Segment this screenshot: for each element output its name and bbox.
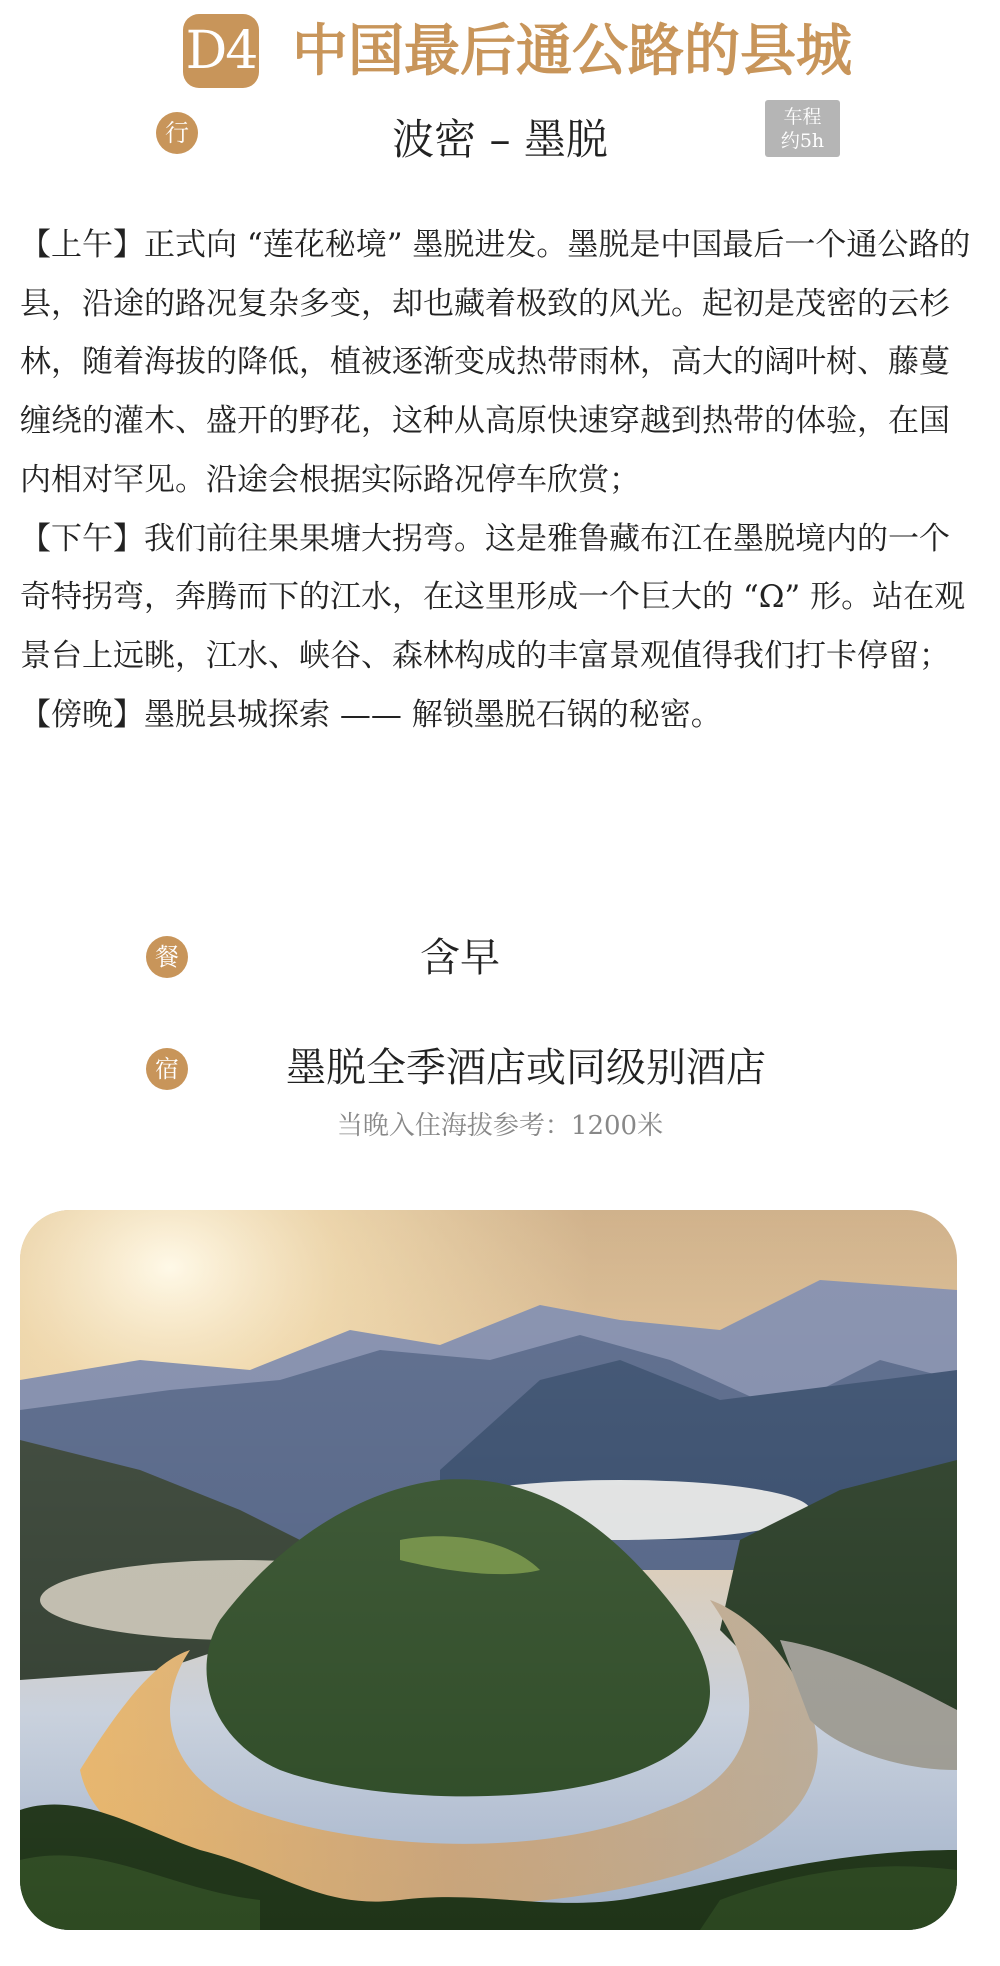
day-badge: D4 (183, 14, 259, 88)
day-header (0, 14, 1000, 90)
morning-paragraph: 【上午】正式向 “莲花秘境” 墨脱进发。墨脱是中国最后一个通公路的县，沿途的路况复杂多变，却也藏着极致的风光。起初是茂密的云杉林，随着海拔的降低，植被逐渐变成热带雨林，高大的阔叶树、藤蔓缠绕的灌木、盛开的野花，这种从高原快速穿越到热带的体验，在国内相对罕见。沿途会根据实际路况停车欣赏； (20, 227, 971, 498)
hotel-text: 墨脱全季酒店或同级别酒店 (286, 1045, 766, 1091)
route-row (0, 100, 1000, 180)
meal-icon: 餐 (146, 936, 188, 978)
meal-text: 含早 (420, 935, 500, 981)
evening-paragraph: 【傍晚】墨脱县城探索 —— 解锁墨脱石锅的秘密。 (20, 696, 722, 733)
afternoon-paragraph: 【下午】我们前往果果塘大拐弯。这是雅鲁藏布江在墨脱境内的一个奇特拐弯，奔腾而下的江水，在这里形成一个巨大的 “Ω” 形。站在观景台上远眺，江水、峡谷、森林构成的丰富景观值得我们打卡停留； (20, 520, 966, 674)
drive-time-label: 车程 (783, 106, 822, 128)
travel-icon: 行 (156, 112, 198, 154)
meal-row (0, 928, 1000, 988)
drive-time-badge (765, 100, 840, 157)
hotel-icon: 宿 (146, 1048, 188, 1090)
day-title: 中国最后通公路的县城 (292, 18, 852, 84)
route-text: 波密 – 墨脱 (392, 115, 608, 164)
itinerary-description (20, 216, 980, 744)
drive-time-value: 约5h (780, 130, 825, 152)
hotel-row (0, 1038, 1000, 1098)
altitude-note: 当晚入住海拔参考：1200米 (336, 1111, 664, 1141)
landscape-illustration (20, 1210, 957, 1930)
river-bend-photo (20, 1210, 957, 1930)
